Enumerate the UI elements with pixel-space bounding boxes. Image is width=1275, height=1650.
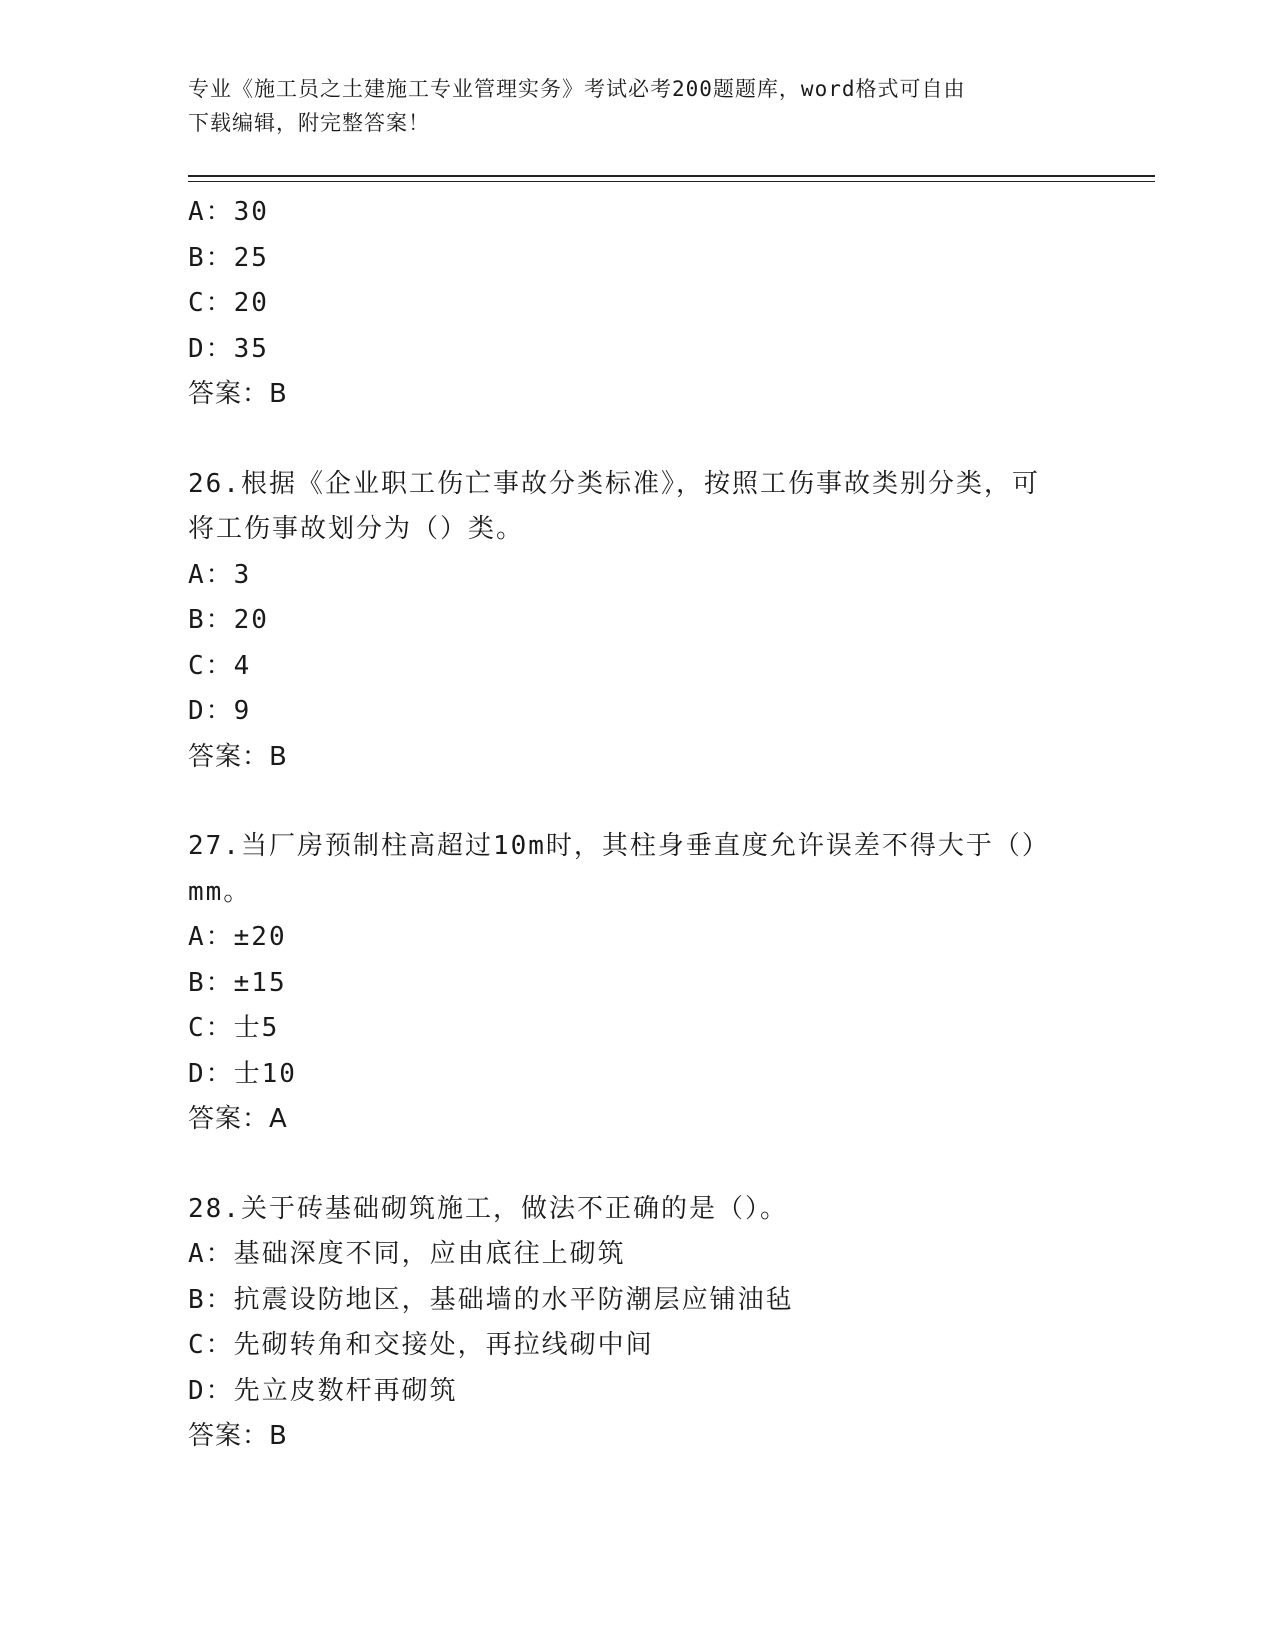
question-28-block	[188, 1187, 1088, 1460]
answer-line: 答案：B	[188, 1421, 288, 1451]
option-b: B：抗震设防地区，基础墙的水平防潮层应铺油毡	[188, 1284, 794, 1315]
question-stem-line: 26.根据《企业职工伤亡事故分类标准》，按照工伤事故类别分类，可	[188, 468, 1040, 499]
question-26-block	[188, 462, 1088, 781]
option-a: A：±20	[188, 922, 287, 952]
question-stem-line: 将工伤事故划分为（）类。	[188, 514, 525, 544]
option-c: C：先砌转角和交接处，再拉线砌中间	[188, 1330, 654, 1360]
answer-line: 答案：B	[188, 379, 288, 409]
question-gap	[188, 418, 1088, 462]
question-27-block	[188, 824, 1088, 1143]
question-stem-line: 27.当厂房预制柱高超过10m时，其柱身垂直度允许误差不得大于（）	[188, 831, 1050, 861]
question-stem-line: mm。	[188, 876, 252, 907]
question-gap	[188, 1143, 1088, 1187]
header-divider-thin	[188, 181, 1155, 182]
question-gap	[188, 780, 1088, 824]
option-a: A：3	[188, 559, 252, 590]
option-b: B：20	[188, 605, 269, 635]
option-a: A：基础深度不同，应由底往上砌筑	[188, 1239, 626, 1269]
option-d: D：9	[188, 696, 252, 726]
header-line-2: 下载编辑，附完整答案！	[188, 111, 430, 135]
answer-line: 答案：A	[188, 1104, 288, 1134]
document-header	[188, 72, 1068, 140]
option-c: C：4	[188, 650, 252, 681]
option-d: D：士10	[188, 1058, 297, 1089]
option-b: B：±15	[188, 967, 287, 998]
option-c: C：20	[188, 288, 269, 318]
option-b: B：25	[188, 242, 269, 273]
option-a: A：30	[188, 197, 269, 227]
header-line-1: 专业《施工员之土建施工专业管理实务》考试必考200题题库，word格式可自由	[188, 77, 966, 101]
question-stem-line: 28.关于砖基础砌筑施工，做法不正确的是（）。	[188, 1193, 788, 1224]
option-c: C：士5	[188, 1013, 280, 1043]
option-d: D：35	[188, 333, 269, 364]
answer-line: 答案：B	[188, 741, 288, 772]
header-divider-thick	[188, 175, 1155, 177]
question-list	[188, 190, 1088, 1460]
option-d: D：先立皮数杆再砌筑	[188, 1375, 458, 1406]
question-25-block	[188, 190, 1088, 418]
